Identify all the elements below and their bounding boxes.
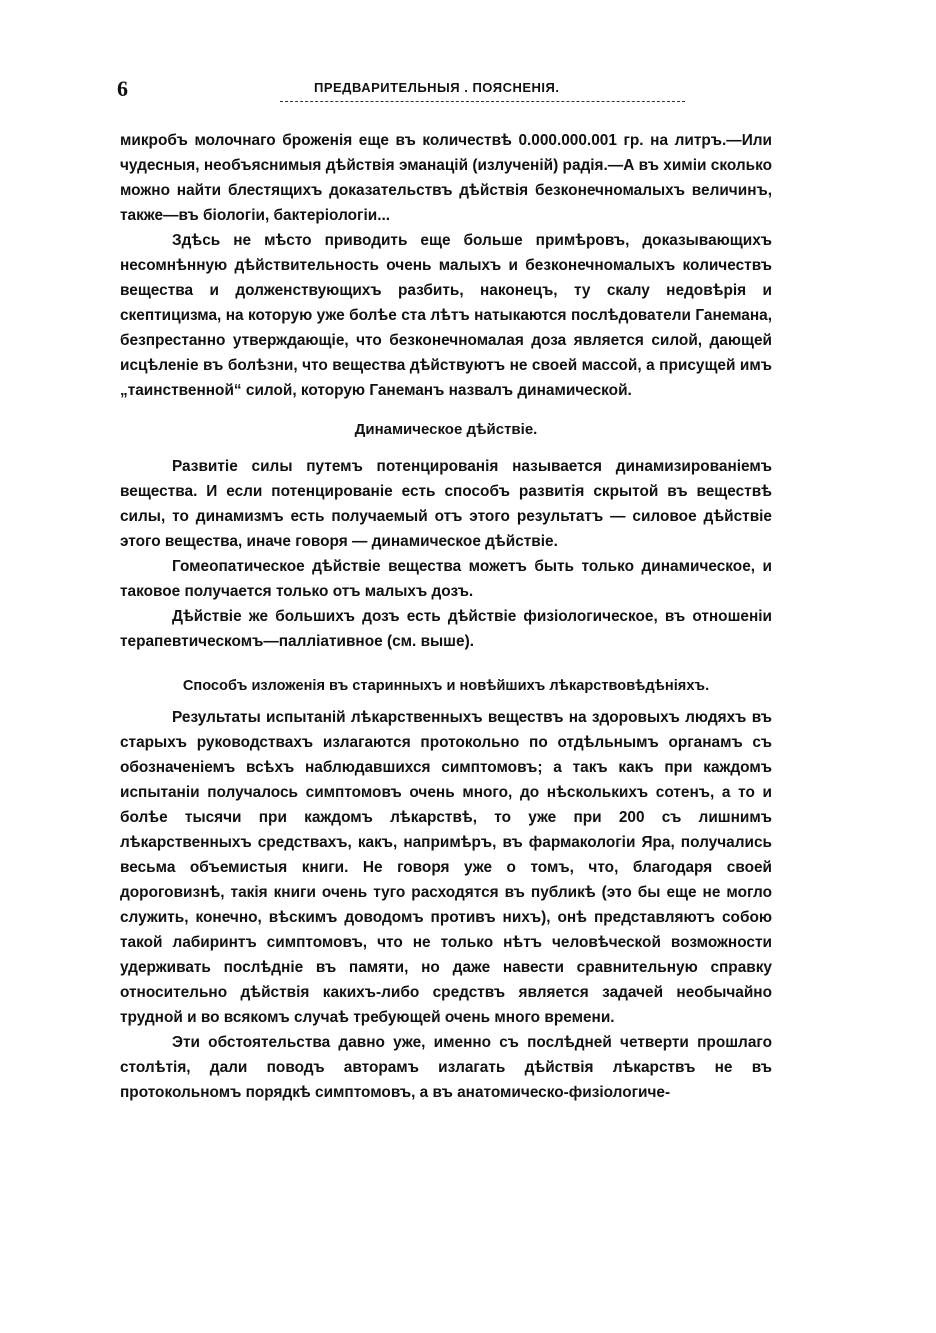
running-title: ПРЕДВАРИТЕЛЬНЫЯ . ПОЯСНЕНІЯ. — [314, 80, 560, 95]
page-number: 6 — [117, 76, 128, 101]
section-heading-exposition-method: Способъ изложенія въ старинныхъ и новѣйшихъ лѣкарствовѣдѣніяхъ. — [182, 678, 710, 694]
paragraph-continued: микробъ молочнаго броженія еще въ количествѣ 0.000.000.001 гр. на литръ.—Или чудесныя, необъяснимыя дѣйствія эманацій (излученій) радія.—А въ химіи сколько можно найти блестящихъ доказательствъ дѣйствія безконечномалыхъ величинъ, также—въ біологіи, бактеріологіи... — [120, 132, 772, 224]
paragraph: Развитіе силы путемъ потенцированія называется динамизированіемъ вещества. И если потенцированіе есть способъ развитія скрытой въ веществѣ силы, то динамизмъ есть получаемый отъ этого результатъ — силовое дѣйствіе этого вещества, иначе говоря — динамическое дѣйствіе. — [120, 458, 772, 550]
paragraph: Гомеопатическое дѣйствіе вещества можетъ быть только динамическое, и таковое получается только отъ малыхъ дозъ. — [120, 558, 772, 600]
paragraph: Результаты испытаній лѣкарственныхъ веществъ на здоровыхъ людяхъ въ старыхъ руководствахъ излагаются протокольно по отдѣльнымъ органамъ съ обозначеніемъ всѣхъ наблюдавшихся симптомовъ; а такъ какъ при каждомъ испытаніи получалось симптомовъ очень много, до нѣсколькихъ сотенъ, а то и болѣе тысячи при каждомъ лѣкарствѣ, то уже при 200 съ лишнимъ лѣкарственныхъ средствахъ, какъ, напримѣръ, въ фармакологіи Яра, получались весьма объемистыя книги. Не говоря уже о томъ, что, благодаря своей дороговизнѣ, такія книги очень туго расходятся въ публикѣ (это бы еще не могло служить, конечно, вѣскимъ доводомъ противъ нихъ), онѣ представляютъ собою такой лабиринтъ симптомовъ, что не только нѣтъ человѣческой возможности удерживать послѣдніе въ памяти, но даже навести сравнительную справку относительно дѣйствія какихъ-либо средствъ является задачей необычайно трудной и во всякомъ случаѣ требующей очень много времени. — [120, 709, 772, 1026]
page-body — [120, 128, 772, 1105]
header-rule — [280, 101, 685, 102]
paragraph: Дѣйствіе же большихъ дозъ есть дѣйствіе физіологическое, въ отношеніи терапевтическомъ—палліативное (см. выше). — [120, 608, 772, 650]
paragraph: Эти обстоятельства давно уже, именно съ послѣдней четверти прошлаго столѣтія, дали поводъ авторамъ излагать дѣйствія лѣкарствъ не въ протокольномъ порядкѣ симптомовъ, а въ анатомическо-физіологиче- — [120, 1034, 772, 1101]
paragraph: Здѣсь не мѣсто приводить еще больше примѣровъ, доказывающихъ несомнѣнную дѣйствительность очень малыхъ и безконечномалыхъ количествъ вещества и долженствующихъ разбить, наконецъ, ту скалу недовѣрія и скептицизма, на которую уже болѣе ста лѣтъ натыкаются послѣдователи Ганемана, безпрестанно утверждающіе, что безконечномалая доза является силой, дающей исцѣленіе въ болѣзни, что вещества дѣйствуютъ не своей массой, а присущей имъ „таинственной“ силой, которую Ганеманъ назвалъ динамической. — [120, 232, 772, 399]
section-heading-dynamic-action: Динамическое дѣйствіе. — [354, 421, 538, 438]
